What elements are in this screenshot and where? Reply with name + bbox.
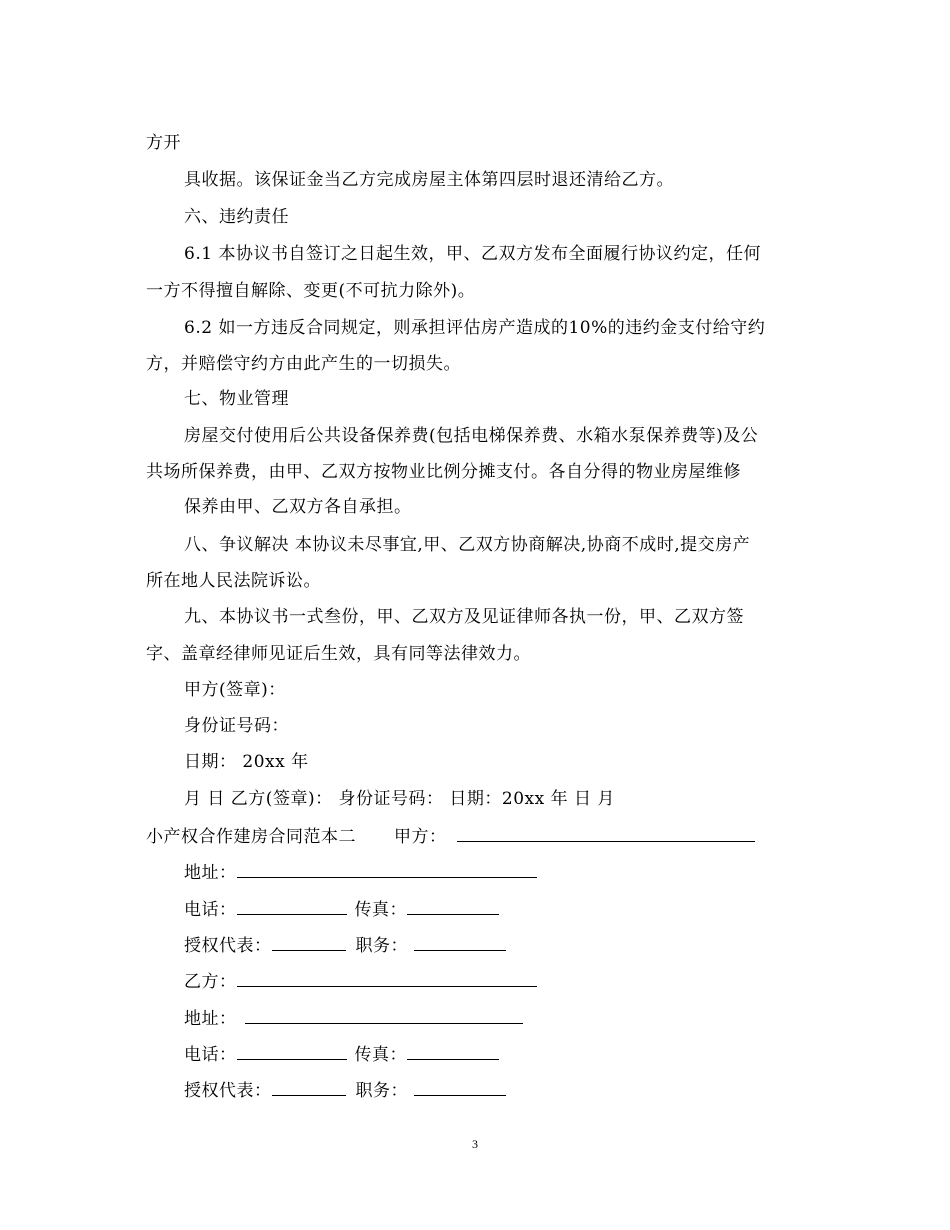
party-a-rep-row (184, 932, 506, 958)
party-b-address-row (184, 1005, 523, 1031)
signature-date: 日期： 20xx 年 (184, 752, 309, 772)
text-line: 6.1 本协议书自签订之日起生效，甲、乙双方发布全面履行协议约定，任何 (184, 244, 761, 264)
position-label: 职务： (355, 936, 408, 956)
party-a-address-field[interactable] (237, 859, 537, 878)
text-line: 一方不得擅自解除、变更(不可抗力除外)。 (146, 281, 476, 301)
fax-label: 传真： (354, 900, 407, 920)
text-line: 保养由甲、乙双方各自承担。 (184, 497, 412, 517)
representative-label: 授权代表： (184, 936, 272, 956)
text-line: 共场所保养费，由甲、乙双方按物业比例分摊支付。各自分得的物业房屋维修 (146, 462, 741, 482)
section-heading: 七、物业管理 (184, 389, 289, 409)
phone-label: 电话： (184, 900, 237, 920)
page-number: 3 (472, 1137, 478, 1151)
party-b-rep-field[interactable] (272, 1077, 346, 1096)
section-heading: 六、违约责任 (184, 207, 289, 227)
party-a-field[interactable] (457, 823, 755, 842)
party-a-phone-field[interactable] (237, 896, 347, 915)
address-label: 地址： (184, 1009, 237, 1029)
party-a-fax-field[interactable] (407, 896, 499, 915)
text-line: 方开 (146, 133, 181, 153)
fax-label: 传真： (354, 1045, 407, 1065)
representative-label: 授权代表： (184, 1081, 272, 1101)
text-line: 房屋交付使用后公共设备保养费(包括电梯保养费、水箱水泵保养费等)及公 (184, 426, 759, 446)
signature-id-number: 身份证号码： (184, 716, 289, 736)
position-label: 职务： (355, 1081, 408, 1101)
phone-label: 电话： (184, 1045, 237, 1065)
signature-party-b-line: 月 日 乙方(签章)： 身份证号码： 日期：20xx 年 日 月 (184, 789, 615, 809)
signature-party-a: 甲方(签章)： (184, 680, 286, 700)
text-line: 九、本协议书一式叁份，甲、乙双方及见证律师各执一份，甲、乙双方签 (184, 607, 744, 627)
party-a-rep-field[interactable] (272, 932, 346, 951)
party-b-field[interactable] (237, 968, 537, 987)
party-a-position-field[interactable] (414, 932, 506, 951)
text-line: 八、争议解决 本协议未尽事宜,甲、乙双方协商解决,协商不成时,提交房产 (184, 535, 751, 555)
party-b-label: 乙方： (184, 972, 237, 992)
address-label: 地址： (184, 863, 237, 883)
party-a-address-row (184, 859, 537, 885)
party-b-address-field[interactable] (245, 1005, 523, 1024)
party-b-position-field[interactable] (414, 1077, 506, 1096)
party-a-phone-row (184, 896, 499, 922)
text-line: 字、盖章经律师见证后生效，具有同等法律效力。 (146, 644, 531, 664)
party-b-rep-row (184, 1077, 506, 1103)
text-line: 所在地人民法院诉讼。 (146, 571, 321, 591)
party-b-phone-field[interactable] (237, 1041, 347, 1060)
text-line: 方，并赔偿守约方由此产生的一切损失。 (146, 354, 461, 374)
party-a-label: 甲方： (394, 827, 447, 847)
party-b-row (184, 968, 537, 994)
text-line: 6.2 如一方违反合同规定，则承担评估房产造成的10%的违约金支付给守约 (184, 318, 766, 338)
party-b-phone-row (184, 1041, 499, 1067)
template-title: 小产权合作建房合同范本二 (146, 827, 356, 847)
party-b-fax-field[interactable] (407, 1041, 499, 1060)
text-line: 具收据。该保证金当乙方完成房屋主体第四层时退还清给乙方。 (184, 170, 674, 190)
template-title-row (146, 823, 755, 849)
